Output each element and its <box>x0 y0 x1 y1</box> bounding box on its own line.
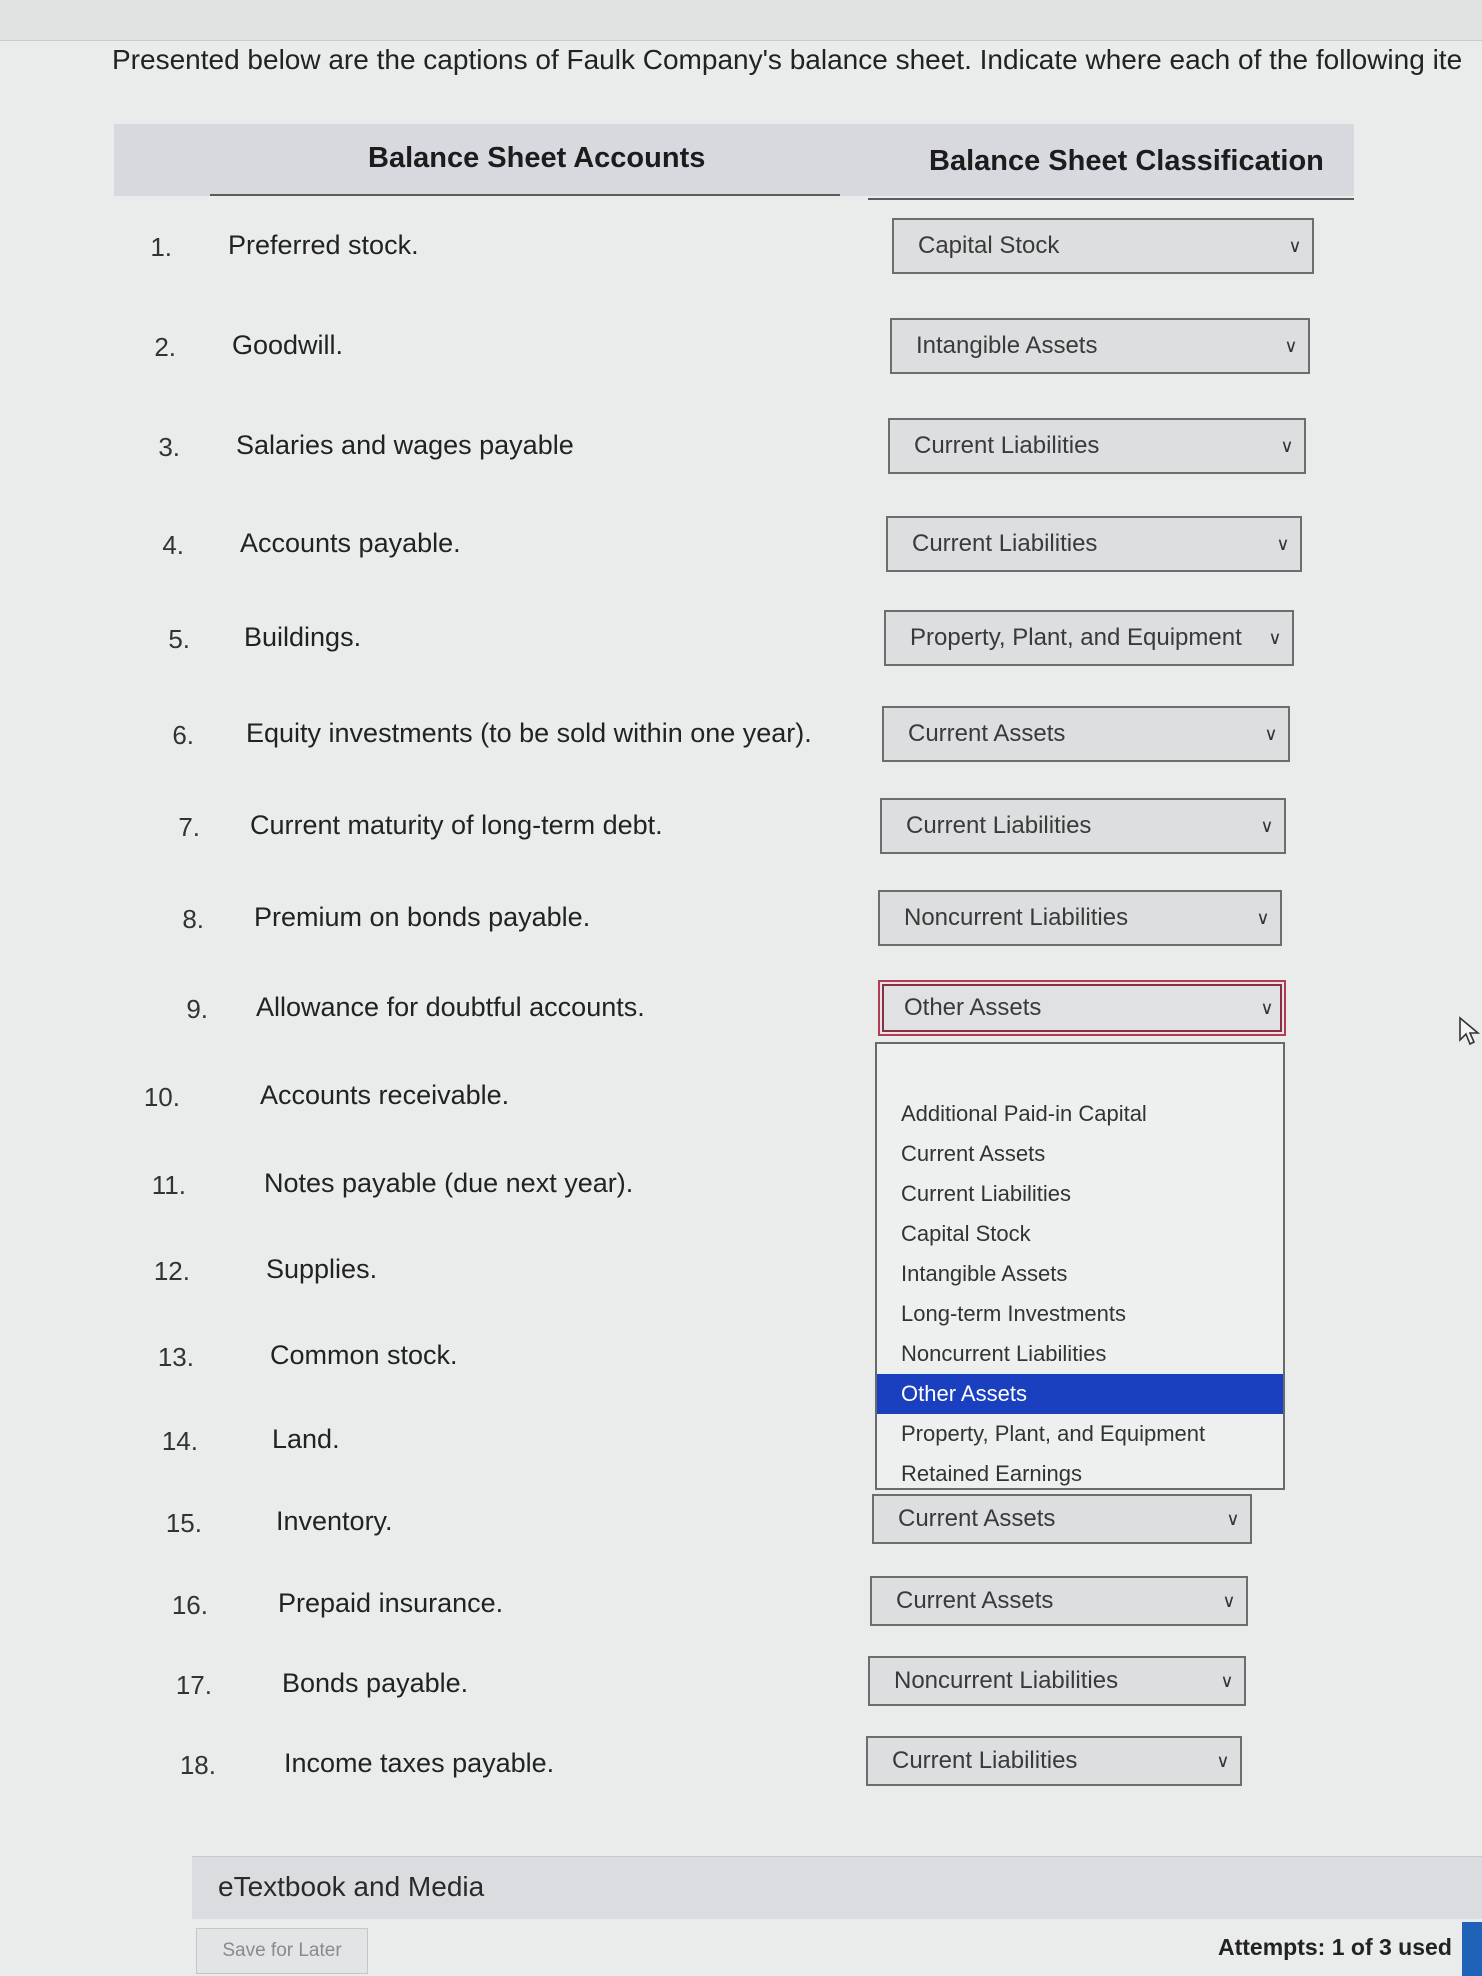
selected-value: Noncurrent Liabilities <box>894 1667 1119 1694</box>
row-number: 2. <box>154 332 176 362</box>
dropdown-option[interactable]: Other Assets <box>877 1374 1283 1414</box>
classification-select[interactable] <box>868 1656 1246 1706</box>
account-label: Bonds payable. <box>282 1668 469 1698</box>
chevron-down-icon: ∨ <box>1264 723 1278 744</box>
etextbook-section[interactable] <box>192 1856 1482 1919</box>
dropdown-option[interactable]: Long-term Investments <box>901 1301 1126 1326</box>
row-number: 1. <box>150 232 172 262</box>
account-label: Accounts receivable. <box>260 1080 510 1110</box>
row-number: 18. <box>179 1750 216 1780</box>
row-number: 14. <box>161 1426 198 1456</box>
row-number: 6. <box>172 720 194 750</box>
row-number: 12. <box>153 1256 190 1286</box>
accounts-column-header: Balance Sheet Accounts <box>368 142 706 174</box>
etextbook-label[interactable]: eTextbook and Media <box>218 1871 485 1902</box>
selected-value: Other Assets <box>904 994 1042 1021</box>
classification-select[interactable] <box>878 980 1286 1036</box>
dropdown-option[interactable]: Additional Paid-in Capital <box>901 1101 1147 1126</box>
dropdown-option[interactable]: Retained Earnings <box>901 1461 1083 1486</box>
selected-value: Intangible Assets <box>916 332 1098 359</box>
selected-value: Property, Plant, and Equipment <box>910 624 1242 651</box>
dropdown-option[interactable]: Current Liabilities <box>901 1181 1071 1206</box>
row-number: 16. <box>171 1590 208 1620</box>
selected-value: Current Assets <box>898 1505 1056 1532</box>
classification-select[interactable] <box>892 218 1314 274</box>
row-number: 17. <box>175 1670 212 1700</box>
selected-value: Current Liabilities <box>892 1747 1078 1774</box>
chevron-down-icon: ∨ <box>1284 335 1298 356</box>
account-label: Land. <box>272 1424 340 1454</box>
mouse-cursor-icon <box>1458 1016 1480 1046</box>
account-label: Supplies. <box>266 1254 378 1284</box>
classification-select[interactable] <box>890 318 1310 374</box>
classification-select[interactable] <box>888 418 1306 474</box>
classification-column-header: Balance Sheet Classification <box>929 145 1324 177</box>
attempts-counter: Attempts: 1 of 3 used <box>1218 1934 1452 1960</box>
chevron-down-icon: ∨ <box>1220 1670 1234 1691</box>
dropdown-option[interactable]: Capital Stock <box>901 1221 1031 1246</box>
chevron-down-icon: ∨ <box>1216 1750 1230 1771</box>
row-number: 7. <box>178 812 200 842</box>
account-label: Equity investments (to be sold within one year). <box>246 718 812 748</box>
classification-select[interactable] <box>884 610 1294 666</box>
account-label: Goodwill. <box>232 330 344 360</box>
header-underline <box>868 198 1354 200</box>
row-number: 9. <box>186 994 208 1024</box>
classification-select[interactable] <box>872 1494 1252 1544</box>
selected-value: Current Assets <box>896 1587 1054 1614</box>
row-number: 13. <box>157 1342 194 1372</box>
save-for-later-button[interactable]: Save for Later <box>196 1928 368 1974</box>
account-label: Accounts payable. <box>240 528 461 558</box>
chevron-down-icon: ∨ <box>1280 435 1294 456</box>
classification-select[interactable] <box>866 1736 1242 1786</box>
account-label: Income taxes payable. <box>284 1748 555 1778</box>
row-number: 10. <box>143 1082 180 1112</box>
account-label: Salaries and wages payable <box>236 430 574 460</box>
account-label: Notes payable (due next year). <box>264 1168 634 1198</box>
selected-value: Noncurrent Liabilities <box>904 904 1129 931</box>
account-label: Premium on bonds payable. <box>254 902 591 932</box>
chevron-down-icon: ∨ <box>1222 1590 1236 1611</box>
dropdown-option[interactable]: Noncurrent Liabilities <box>901 1341 1107 1366</box>
chevron-down-icon: ∨ <box>1268 627 1282 648</box>
selected-value: Current Liabilities <box>906 812 1092 839</box>
classification-select[interactable] <box>880 798 1286 854</box>
header-underline <box>210 194 840 196</box>
classification-select[interactable] <box>870 1576 1248 1626</box>
submit-button-edge[interactable] <box>1462 1922 1482 1976</box>
chevron-down-icon: ∨ <box>1288 235 1302 256</box>
dropdown-option[interactable]: Intangible Assets <box>901 1261 1068 1286</box>
selected-value: Current Liabilities <box>914 432 1100 459</box>
chevron-down-icon: ∨ <box>1256 907 1270 928</box>
chevron-down-icon: ∨ <box>1276 533 1290 554</box>
chevron-down-icon: ∨ <box>1260 815 1274 836</box>
row-number: 4. <box>162 530 184 560</box>
account-label: Allowance for doubtful accounts. <box>256 992 645 1022</box>
row-number: 8. <box>182 904 204 934</box>
classification-select[interactable] <box>878 890 1282 946</box>
account-label: Preferred stock. <box>228 230 419 260</box>
selected-value: Current Liabilities <box>912 530 1098 557</box>
row-number: 3. <box>158 432 180 462</box>
selected-value: Current Assets <box>908 720 1066 747</box>
dropdown-option[interactable]: Property, Plant, and Equipment <box>901 1421 1206 1446</box>
question-intro: Presented below are the captions of Faulk Company's balance sheet. Indicate where each of the following ite <box>112 44 1463 75</box>
classification-select[interactable] <box>886 516 1302 572</box>
chevron-down-icon: ∨ <box>1260 997 1274 1018</box>
account-label: Inventory. <box>276 1506 393 1536</box>
classification-select[interactable] <box>882 706 1290 762</box>
account-label: Buildings. <box>244 622 362 652</box>
row-number: 15. <box>165 1508 202 1538</box>
top-bar <box>0 0 1482 41</box>
chevron-down-icon: ∨ <box>1226 1508 1240 1529</box>
dropdown-option[interactable]: Current Assets <box>901 1141 1046 1166</box>
classification-dropdown-list[interactable] <box>875 1042 1285 1490</box>
selected-value: Capital Stock <box>918 232 1060 259</box>
account-label: Current maturity of long-term debt. <box>250 810 663 840</box>
account-label: Common stock. <box>270 1340 458 1370</box>
row-number: 5. <box>168 624 190 654</box>
row-number: 11. <box>151 1170 186 1200</box>
account-label: Prepaid insurance. <box>278 1588 504 1618</box>
